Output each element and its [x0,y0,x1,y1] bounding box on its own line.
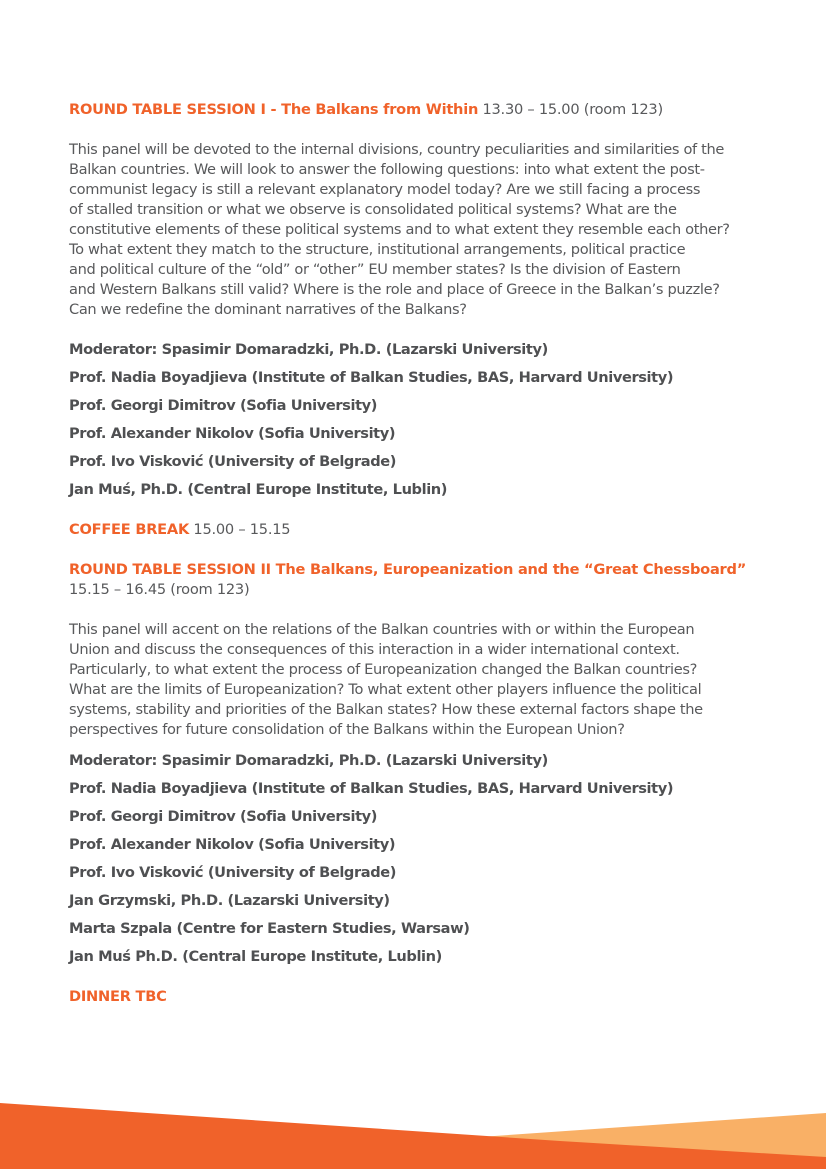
coffee-break-title: COFFEE BREAK [69,521,190,538]
description-line: perspectives for future consolidation of the Balkans within the European Union? [69,721,625,738]
description-line: of stalled transition or what we observe is consolidated political systems? What are the [69,201,677,218]
participant: Jan Muś Ph.D. (Central Europe Institute, Lublin) [69,948,442,965]
description-line: Union and discuss the consequences of this interaction in a wider international context. [69,641,680,658]
description-line: This panel will be devoted to the internal divisions, country peculiarities and similarities of the [69,141,725,158]
description-line: Balkan countries. We will look to answer the following questions: into what extent the post- [69,161,705,178]
moderator: Moderator: Spasimir Domaradzki, Ph.D. (Lazarski University) [69,341,548,358]
session-1-heading [69,100,769,120]
session-2-heading [69,560,769,600]
description-line: Can we redefine the dominant narratives of the Balkans? [69,301,467,318]
session-2-time: 15.15 – 16.45 (room 123) [69,581,250,598]
session-1-participants [69,340,769,508]
participant: Prof. Ivo Visković (University of Belgrade) [69,453,397,470]
description-line: and Western Balkans still valid? Where is the role and place of Greece in the Balkan’s puzzle? [69,281,720,298]
footer-decoration [0,1095,826,1169]
dinner [69,987,769,1007]
session-2-participants [69,751,769,975]
description-line: To what extent they match to the structure, institutional arrangements, political practice [69,241,686,258]
participant: Prof. Georgi Dimitrov (Sofia University) [69,808,378,825]
description-line: Particularly, to what extent the process of Europeanization changed the Balkan countries? [69,661,697,678]
program-page [69,100,769,1007]
participant: Prof. Nadia Boyadjieva (Institute of Balkan Studies, BAS, Harvard University) [69,369,674,386]
description-line: and political culture of the “old” or “other” EU member states? Is the division of Eastern [69,261,681,278]
participant: Prof. Nadia Boyadjieva (Institute of Balkan Studies, BAS, Harvard University) [69,780,674,797]
session-1-description [69,140,769,320]
session-1-title: ROUND TABLE SESSION I - The Balkans from Within [69,101,479,118]
participant: Jan Grzymski, Ph.D. (Lazarski University) [69,892,390,909]
description-line: constitutive elements of these political systems and to what extent they resemble each other? [69,221,730,238]
description-line: systems, stability and priorities of the Balkan states? How these external factors shape the [69,701,703,718]
participant: Prof. Alexander Nikolov (Sofia University) [69,425,396,442]
session-1-time: 13.30 – 15.00 (room 123) [482,101,663,118]
participant: Prof. Ivo Visković (University of Belgrade) [69,864,397,881]
participant: Jan Muś, Ph.D. (Central Europe Institute, Lublin) [69,481,448,498]
moderator: Moderator: Spasimir Domaradzki, Ph.D. (Lazarski University) [69,752,548,769]
description-line: What are the limits of Europeanization? To what extent other players influence the political [69,681,702,698]
participant: Marta Szpala (Centre for Eastern Studies, Warsaw) [69,920,470,937]
session-2-title: ROUND TABLE SESSION II The Balkans, Europeanization and the “Great Chessboard” [69,561,747,578]
description-line: communist legacy is still a relevant explanatory model today? Are we still facing a process [69,181,701,198]
dinner-title: DINNER TBC [69,988,167,1005]
coffee-break [69,520,769,540]
participant: Prof. Georgi Dimitrov (Sofia University) [69,397,378,414]
session-2-description [69,620,769,740]
coffee-break-time: 15.00 – 15.15 [193,521,291,538]
description-line: This panel will accent on the relations of the Balkan countries with or within the European [69,621,695,638]
participant: Prof. Alexander Nikolov (Sofia University) [69,836,396,853]
